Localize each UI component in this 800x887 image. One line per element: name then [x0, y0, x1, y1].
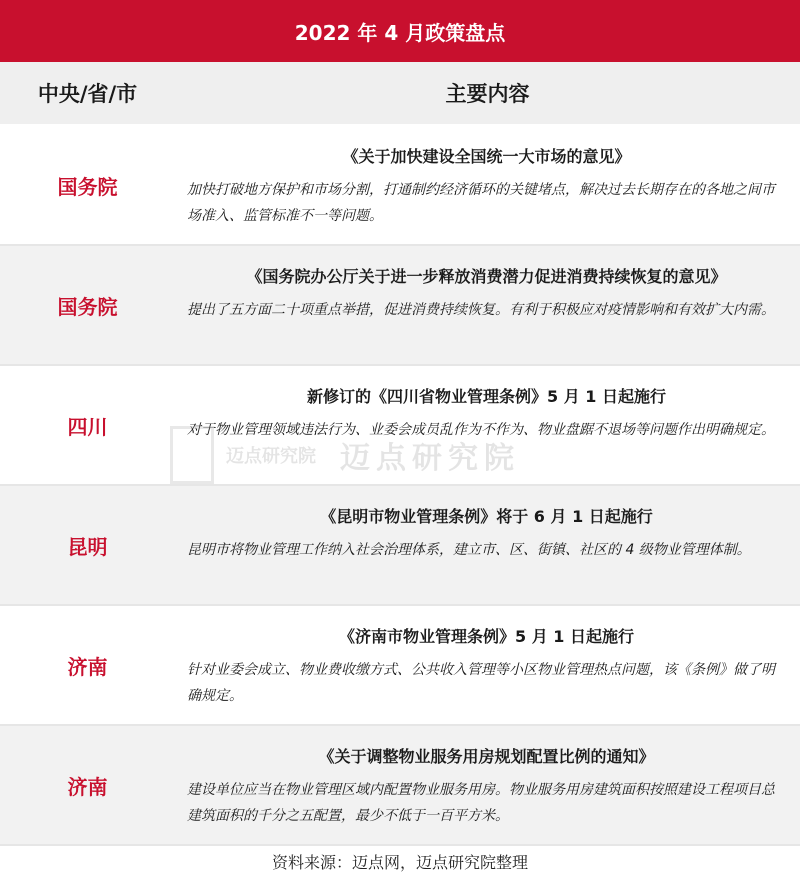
table-header [0, 62, 800, 126]
row-content [175, 606, 800, 724]
table-row [0, 606, 800, 726]
row-heading: 《国务院办公厅关于进一步释放消费潜力促进消费持续恢复的意见》 [246, 267, 727, 286]
watermark-big-text: 迈点研究院 [340, 441, 520, 476]
row-content [175, 246, 800, 364]
row-heading: 《昆明市物业管理条例》将于 6 月 1 日起施行 [320, 507, 653, 526]
row-region: 济南 [67, 654, 108, 679]
row-description: 对于物业管理领域违法行为、业委会成员乱作为不作为、物业盘踞不退场等问题作出明确规定。 [187, 422, 775, 438]
table-title: 2022 年 4 月政策盘点 [0, 0, 800, 62]
row-heading: 《关于调整物业服务用房规划配置比例的通知》 [318, 747, 655, 766]
table-row [0, 726, 800, 846]
row-content [175, 486, 800, 604]
source-note: 资料来源：迈点网，迈点研究院整理 [271, 853, 528, 872]
row-description: 昆明市将物业管理工作纳入社会治理体系，建立市、区、街镇、社区的 4 级物业管理体制。 [187, 542, 751, 558]
row-content [175, 126, 800, 244]
watermark-small-text: 迈点研究院 [226, 446, 316, 467]
row-description: 针对业委会成立、物业费收缴方式、公共收入管理等小区物业管理热点问题，该《条例》做了明确规定。 [187, 662, 775, 704]
row-content [175, 366, 800, 484]
row-content [175, 726, 800, 844]
header-content: 主要内容 [445, 82, 530, 106]
row-region: 国务院 [57, 294, 118, 319]
row-region: 济南 [67, 774, 108, 799]
row-heading: 《关于加快建设全国统一大市场的意见》 [342, 147, 631, 166]
table-row [0, 366, 800, 486]
row-description: 建设单位应当在物业管理区域内配置物业服务用房。物业服务用房建筑面积按照建设工程项目总建筑面积的千分之五配置，最少不低于一百平方米。 [187, 782, 775, 824]
row-heading: 新修订的《四川省物业管理条例》5 月 1 日起施行 [307, 387, 666, 406]
header-region: 中央/省/市 [37, 82, 138, 106]
row-description: 加快打破地方保护和市场分割，打通制约经济循环的关键堵点，解决过去长期存在的各地之间市场准入、监管标准不一等问题。 [187, 182, 775, 224]
row-heading: 《济南市物业管理条例》5 月 1 日起施行 [339, 627, 634, 646]
row-region: 四川 [67, 414, 108, 439]
row-region: 昆明 [67, 534, 108, 559]
row-region: 国务院 [57, 174, 118, 199]
table-row [0, 486, 800, 606]
row-description: 提出了五方面二十项重点举措，促进消费持续恢复。有利于积极应对疫情影响和有效扩大内需。 [187, 302, 775, 318]
table-row [0, 126, 800, 246]
table-row [0, 246, 800, 366]
